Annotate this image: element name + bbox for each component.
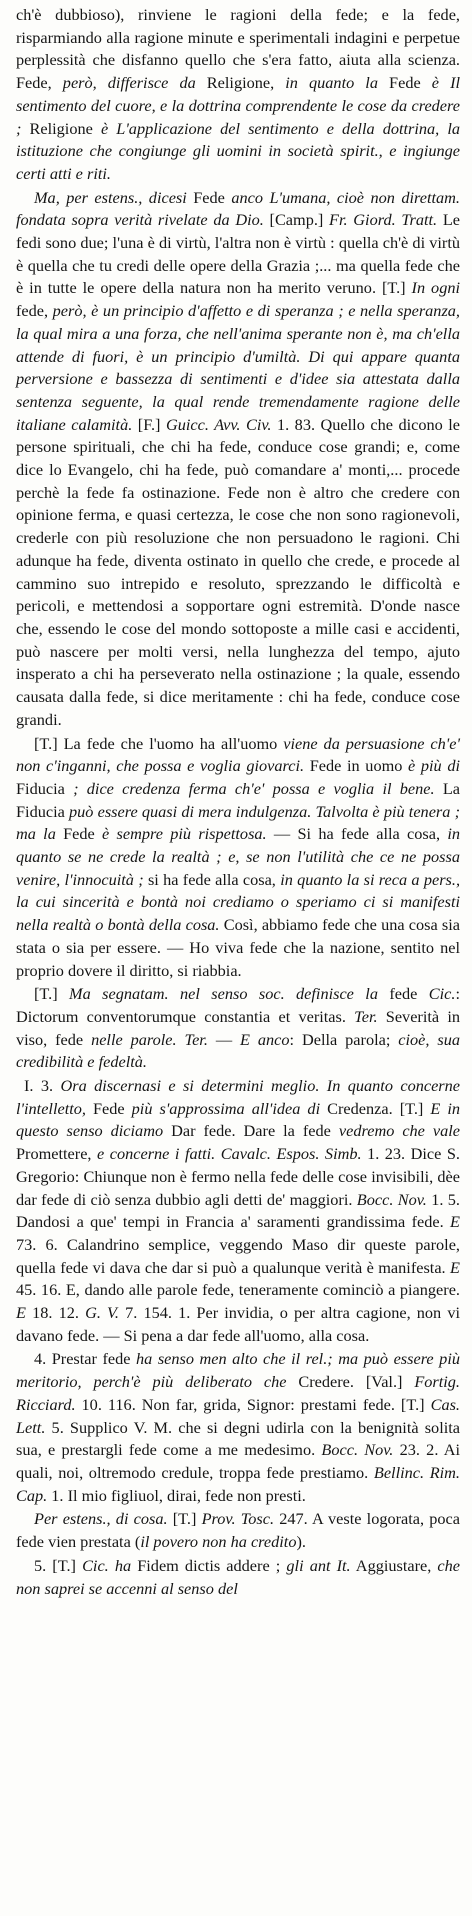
text-run: E anco [240,1029,290,1049]
text-run: ha senso men alto che il rel.; ma può essere più meritorio, perch'è più deliberato che [16,1349,460,1392]
text-run: si ha fede alla cosa, [143,869,281,889]
text-run: [T.] La fede che l'uomo ha all'uomo [34,733,284,753]
text-run: — [207,1029,241,1049]
text-run: — Si ha fede alla cosa, [266,824,448,844]
text-run: Fede [55,824,103,844]
text-run: Bocc. Nov. [356,1189,427,1209]
text-run: : Dictorum conventorumque constantia et veritas. [16,984,460,1026]
paragraph [16,1508,460,1553]
text-run: Promettere, [16,1144,98,1164]
text-run: fede, [16,301,53,321]
text-run: Ma, per estens., dicesi [34,187,187,207]
paragraph [16,187,460,732]
text-run: Prov. Tosc. [201,1509,275,1529]
text-run: però, è un principio d'affetto e di speranza ; e nella speranza, la qual mira a una forza, che nell'anima sperante non è, ma ch'ella attende di fuori, è un principio d'umiltà. Di qui appare quanta perversione e bassezza di sentimenti e d'idee sia attestata dalla sentenza seguente, la qual rende tremendamente ragione delle italiane calamità. [16,301,460,434]
text-run: 5. [T.] [34,1555,83,1575]
text-run: 1. Il mio figliuol, dirai, fede non presti. [47,1485,306,1505]
text-run: 1. 83. Quello che dicono le persone spirituali, che chi ha fede, conduce cose grandi; e, come dice lo Evangelo, chi ha fede, può comandare a' monti,... procede perchè la fede fa ostinazione. Fede non è altro che credere con opinione ferma, e quasi certezza, le cose che non sono ragionevoli, crederle con più resoluzione che non persuadono le ragioni. Chi adunque ha fede, diventa ostinato in quello che crede, e procede al cammino suo intrepido e resoluto, sprezzando le difficoltà e pericoli, e mettendosi a sopportare ogni estremità. D'onde nasce che, essendo le cose del mondo sottoposte a mille casi e accidenti, può nascere per molti versi, nella lunghezza del tempo, ajuto insperato a chi ha perseverato nella ostinazione ; la quale, essendo causata dalla fede, si dice meritamente : chi ha fede, conduce cose grandi. [16,414,461,729]
text-run: vedremo che vale [338,1121,461,1141]
text-run: il povero non ha credito [140,1532,297,1552]
text-run: ). [296,1532,306,1552]
text-run: 1. 5. Dandosi a que' tempi in Francia a' saramenti grandissima fede. [16,1189,460,1232]
text-run: ch'è dubbioso), rinviene le ragioni della fede; e la fede, risparmiando alla ragione minute e sperimentali indagini e perpetue perplessità che disfanno quello che s'era fatto, aiuta alla scienza. Fede, [16,5,460,93]
text-run: Bocc. Nov. [321,1440,394,1460]
text-run: Ter. [184,1029,208,1049]
text-run: 1. 23. Dice S. Gregorio: Chiunque non è fermo nella fede delle cose invisibili, dèe dar fede di ciò senza dubbio agli detti de' maggiori. [16,1144,460,1209]
text-run: Fr. Giord. Tratt. [329,210,438,230]
text-run: Religione [21,118,101,138]
text-run: anco L'umana, cioè non direttam. fondata sopra verità rivelate da Dio. [16,187,460,230]
paragraph [16,733,460,983]
paragraph [16,983,460,1074]
paragraph [16,1348,460,1507]
text-run: Cas. Lett. [16,1394,460,1437]
text-run: Guicc. Avv. Civ. [165,414,272,434]
text-run: Cic. ha [82,1555,132,1575]
text-run: [T.] [34,984,70,1004]
text-run: [T.] [167,1509,202,1529]
text-run: Fede [377,73,432,93]
text-run: gli ant It. [286,1555,351,1575]
text-run: Fidem dictis addere ; [131,1555,287,1575]
text-run [177,1030,185,1049]
text-run: più s'approssima all'idea di [131,1098,321,1118]
text-run: Fede in uomo [304,756,409,776]
text-run: 45. 16. E, dando alle parole fede, teneramente cominciò a piangere. [16,1280,460,1300]
text-run: Per estens., di cosa. [34,1509,168,1529]
text-run: I. 3. [24,1076,61,1096]
text-run: può essere quasi di mera indulgenza. Talvolta è più tenera ; ma la [16,801,461,844]
text-run: però, differisce da [62,73,196,93]
text-run: Fiducia [16,778,74,798]
text-run: Fortig. Ricciard. [16,1372,460,1414]
text-run: G. V. [85,1303,119,1323]
text-run: ; dice credenza ferma ch'e' possa e voglia il bene. [73,778,435,798]
paragraph [16,1075,460,1347]
text-run: in quanto la si reca a pers., la cui sincerità e bontà noi crediamo o speriamo ci si manifesti nella realtà o bontà della cosa. [16,869,461,935]
paragraph [16,1555,460,1600]
text-run: Cic. [428,984,456,1004]
text-run: è più di [408,756,460,776]
text-run: Credenza. [T.] [320,1098,431,1118]
text-run: 7. 154. 1. Per invidia, o per altra cagione, non vi davano fede. — Si pena a dar fede all'uomo, alla cosa. [16,1303,461,1345]
text-run: e concerne i fatti. [97,1144,216,1164]
text-run: è L'applicazione del sentimento e della dottrina, la istituzione che congiunge gli uomini in società spirit., e ingiunge certi atti e riti. [16,118,461,183]
text-run: Aggiustare, [350,1555,438,1575]
text-run: Fede [85,1098,132,1118]
text-run: 5. Supplico V. M. che si degni udirla con la benignità solita sua, e prestargli fede come a me medesimo. [16,1417,460,1460]
text-run: è sempre più rispettosa. [102,824,267,844]
text-run: E in questo senso diciamo [16,1098,461,1141]
text-run: Religione, [195,73,286,93]
text-run: E [450,1257,460,1277]
text-run: 4. Prestar fede [34,1349,137,1369]
text-run: Così, abbiamo fede che una cosa sia stata o sia per essere. — Ho viva fede che la nazione, sentito nel proprio dovere il diritto, si riabbia. [16,915,460,980]
text-run: in quanto la [285,73,378,93]
text-run: 18. 12. [25,1303,86,1323]
text-run: 10. 116. Non far, grida, Signor: prestami fede. [T.] [75,1394,431,1414]
text-run: è Il sentimento del cuore, e la dottrina comprendente le cose da credere ; [16,73,461,138]
text-run: E [450,1212,460,1232]
text-run: che non saprei se accenni al senso del [16,1555,461,1598]
text-run: Fede [186,187,232,207]
text-run: cioè, sua credibilità e fedeltà. [16,1029,461,1072]
text-run: Ter. [354,1006,378,1026]
text-run: Dar fede. Dare la fede [163,1121,339,1141]
text-run: 247. A veste logorata, poca fede vien prestata ( [16,1509,461,1552]
text-run: In ogni [411,278,460,298]
text-run: Ora discernasi e si determini meglio. In quanto concerne l'intelletto, [16,1076,461,1118]
text-run: E [16,1303,26,1323]
text-run: fede [377,984,429,1004]
text-run: Credere. [Val.] [286,1372,415,1392]
text-run: 73. 6. Calandrino semplice, veggendo Maso dir queste parole, quella fede vi dava che dar si può a qualunque verità è manifesta. [16,1234,460,1277]
text-run: viene da persuasione ch'e' non c'inganni, che possa e voglia giovarci. [16,733,460,776]
text-run: [F.] [132,414,166,434]
text-run: 23. 2. Ai quali, noi, oltremodo credule, troppa fede prestiamo. [16,1440,460,1482]
text-run: : Della parola; [289,1029,399,1049]
text-run: [Camp.] [263,210,330,230]
text-run: Ma segnatam. nel senso soc. definisce la [69,984,378,1004]
text-run: nelle parole. [91,1029,177,1049]
text-run: Le fedi sono due; l'una è di virtù, l'altra non è virtù : quella ch'è di virtù è quella che tu credi delle opere della Grazia ;... ma quella fede che è in tutte le opere della natura non ha merito veruno. [T.] [16,210,460,298]
paragraph [16,4,460,186]
text-run: La Fiducia [16,778,461,821]
text-run: Bellinc. Rim. Cap. [16,1463,461,1505]
text-run: Cavalc. Espos. Simb. [220,1144,362,1164]
text-run: in quanto se ne crede la realtà ; e, se non l'utilità che ce ne possa venire, l'innocuità ; [16,824,460,889]
text-run: Severità in viso, fede [16,1006,460,1049]
